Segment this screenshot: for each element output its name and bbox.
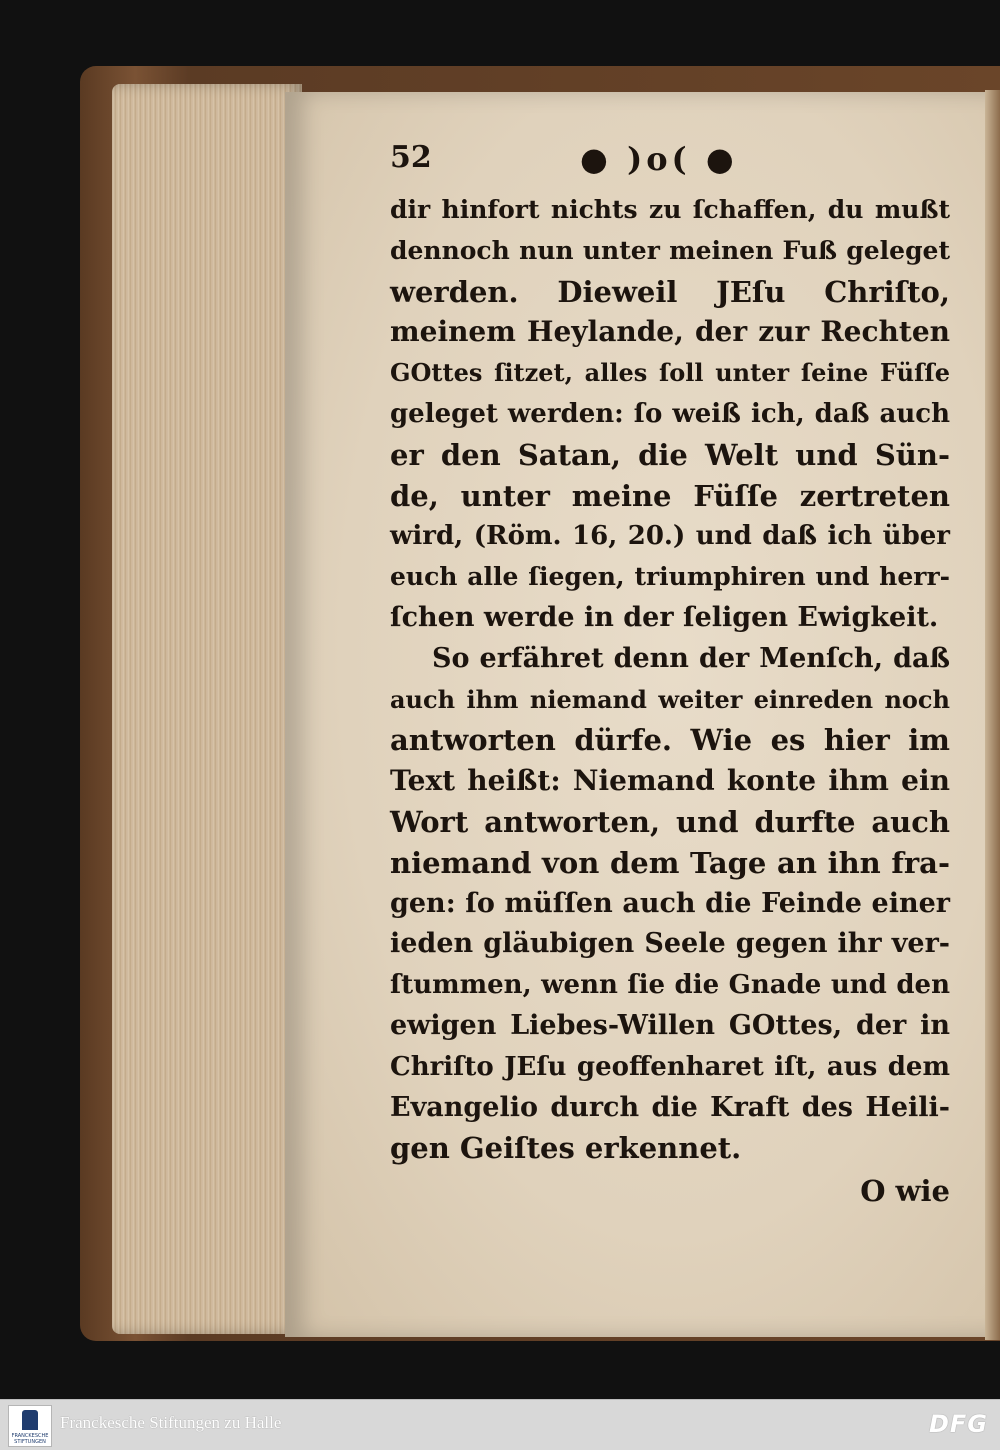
- text-line: euch alle ſiegen, triumphiren und herr-: [390, 562, 950, 592]
- text-line: ſchen werde in der ſeligen Ewigkeit.: [390, 601, 939, 633]
- text-line: de, unter meine Füſſe zertreten: [390, 478, 950, 513]
- text-line: Evangelio durch die Kraft des Heili-: [390, 1091, 950, 1123]
- text-line: dir hinfort nichts zu ſchaffen, du mußt: [390, 195, 950, 224]
- text-line: gen Geiſtes erkennet.: [390, 1131, 742, 1166]
- text-line: GOttes ſitzet, alles ſoll unter ſeine Füſſe: [390, 358, 950, 388]
- text-line: dennoch nun unter meinen Fuß geleget: [390, 235, 950, 265]
- page-header: [390, 140, 950, 190]
- text-line: gen: ſo müſſen auch die Feinde einer: [390, 887, 950, 919]
- text-line: ewigen Liebes-Willen GOttes, der in: [390, 1009, 950, 1041]
- text-line: Wort antworten, und durfte auch: [390, 804, 950, 839]
- building-icon: [22, 1410, 38, 1430]
- text-line: ſtummen, wenn ſie die Gnade und den: [390, 970, 950, 1001]
- catchword: O wie: [860, 1174, 950, 1209]
- text-line: ieden gläubigen Seele gegen ihr ver-: [390, 928, 950, 960]
- franckesche-logo-icon[interactable]: [8, 1405, 52, 1447]
- text-line: Chriſto JEſu geoffenharet iſt, aus dem: [390, 1051, 950, 1082]
- page-number: 52: [390, 140, 432, 175]
- text-line: er den Satan, die Welt und Sün-: [390, 437, 950, 472]
- text-line: meinem Heylande, der zur Rechten: [390, 315, 950, 349]
- header-ornament: ● )o( ●: [580, 140, 738, 178]
- page-text: [390, 140, 950, 1212]
- text-line: niemand von dem Tage an ihn fra-: [390, 845, 950, 880]
- text-line: auch ihm niemand weiter einreden noch: [390, 684, 950, 714]
- text-line: wird, (Röm. 16, 20.) und daß ich über: [390, 521, 950, 552]
- page-edges: [112, 84, 302, 1334]
- text-line: So erfähret denn der Menſch, daß: [432, 642, 950, 674]
- viewer-footer: [0, 1399, 1000, 1450]
- dfg-logo[interactable]: DFG: [928, 1410, 988, 1438]
- text-line: antworten dürfe. Wie es hier im: [390, 723, 950, 758]
- text-line: werden. Dieweil JEſu Chriſto,: [390, 274, 950, 309]
- institution-title[interactable]: Franckesche Stiftungen zu Halle: [60, 1413, 282, 1432]
- text-line: Text heißt: Niemand konte ihm ein: [390, 764, 950, 798]
- text-line: geleget werden: ſo weiß ich, daß auch: [390, 398, 950, 429]
- logo-caption: FRANCKESCHE STIFTUNGEN: [11, 1433, 49, 1445]
- binding-edge: [985, 90, 1000, 1340]
